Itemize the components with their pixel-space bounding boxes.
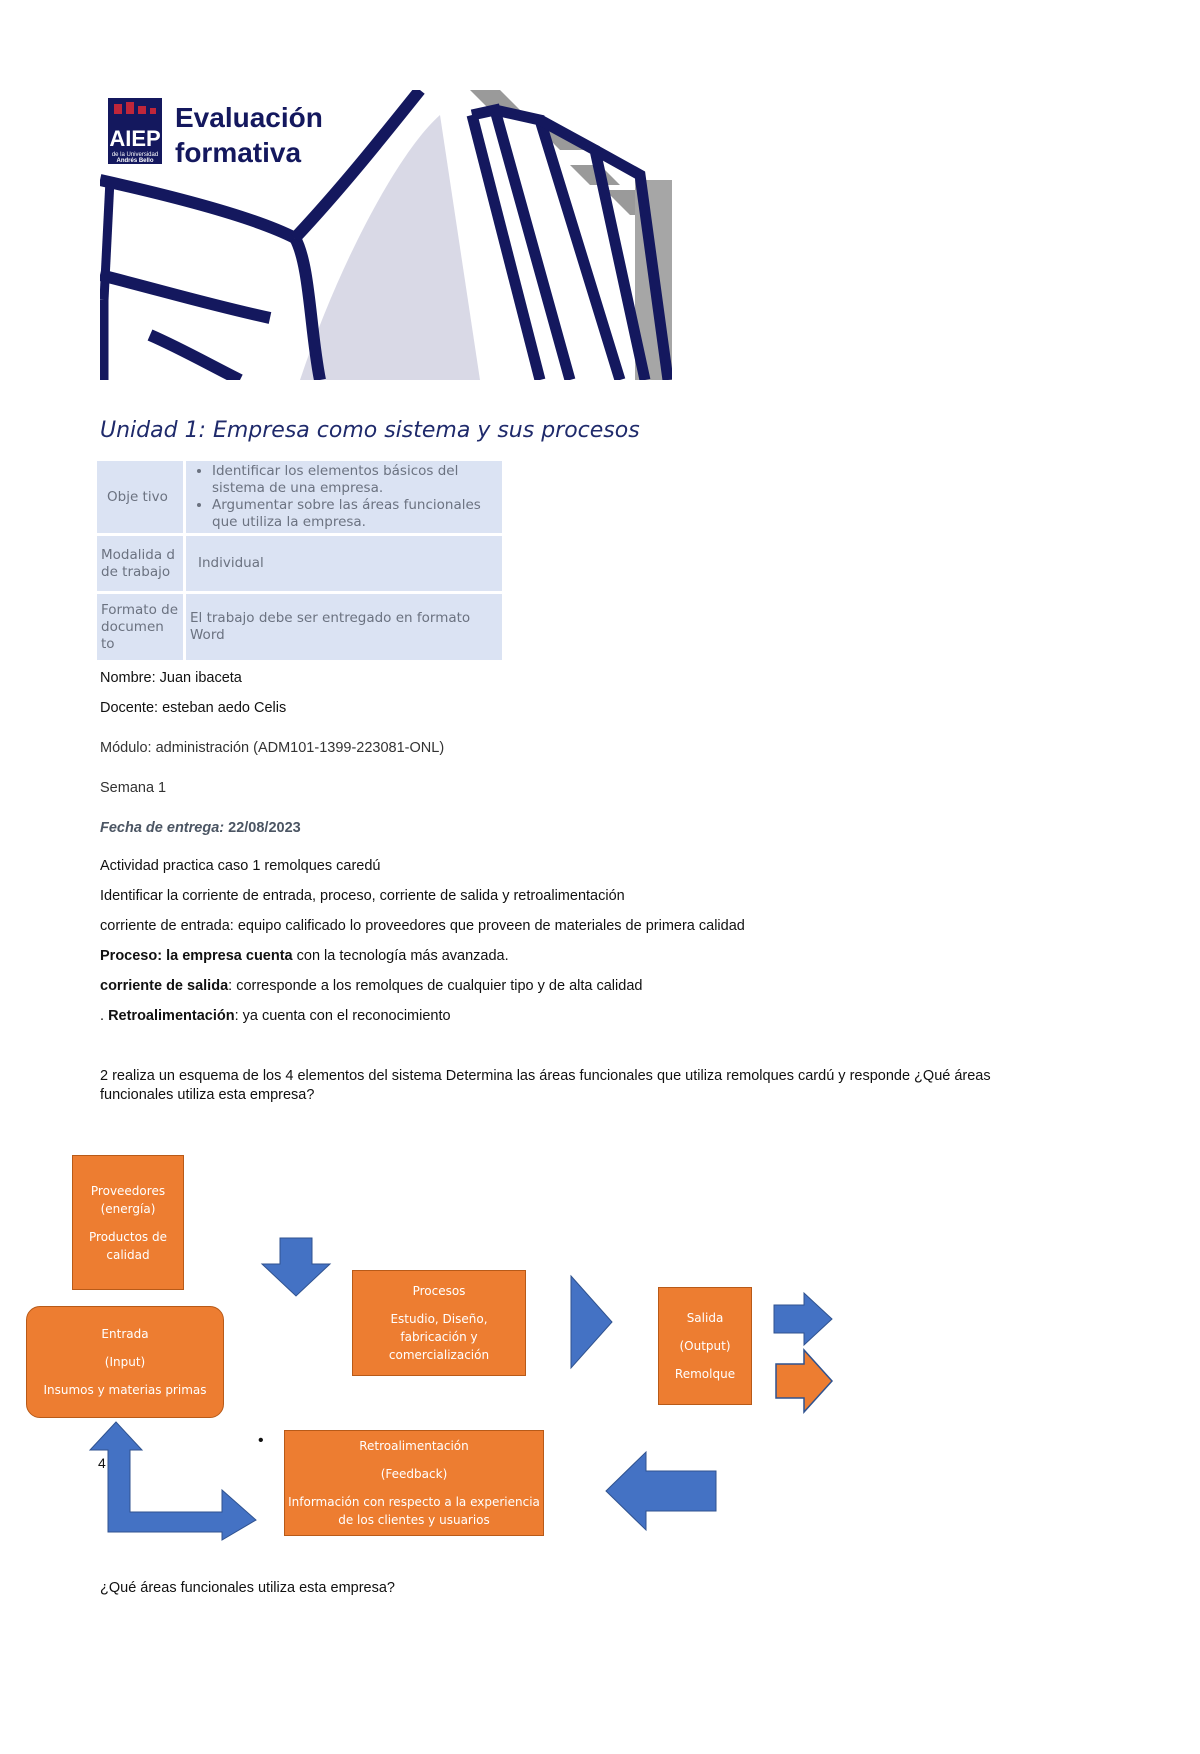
table-row xyxy=(97,536,502,591)
process-line4: comercialización xyxy=(388,1348,490,1362)
table-row xyxy=(97,594,502,660)
logo-text: AIEP xyxy=(109,126,161,151)
triangle-right-icon xyxy=(570,1275,614,1369)
feedback-box xyxy=(284,1430,544,1536)
process-box xyxy=(352,1270,526,1376)
stray-bullet: • xyxy=(258,1432,264,1449)
process-line1: Procesos xyxy=(412,1284,466,1298)
input-line1: Entrada xyxy=(101,1327,149,1341)
due-date xyxy=(100,820,301,836)
activity-line: Actividad practica caso 1 remolques caredú xyxy=(100,858,381,874)
feedback-line xyxy=(100,1008,451,1024)
objective-label: Obje tivo xyxy=(97,461,183,533)
student-name: Nombre: Juan ibaceta xyxy=(100,670,242,686)
feedback-bold: Retroalimentación xyxy=(108,1008,235,1024)
due-label: Fecha de entrega: xyxy=(100,820,225,836)
modality-label: Modalida d de trabajo xyxy=(97,536,183,591)
banner-title-1: Evaluación xyxy=(175,102,323,133)
arrow-down-icon xyxy=(262,1238,332,1298)
table-row xyxy=(97,461,502,533)
feedback-rest: : ya cuenta con el reconocimiento xyxy=(234,1008,451,1024)
arrow-left-icon xyxy=(606,1452,718,1530)
arrow-right-orange-icon xyxy=(776,1350,834,1412)
week-line: Semana 1 xyxy=(100,780,167,796)
modality-value: Individual xyxy=(186,536,502,591)
process-line2: Estudio, Diseño, xyxy=(390,1312,488,1326)
input-line3: Insumos y materias primas xyxy=(43,1383,207,1397)
feedback-line4: de los clientes y usuarios xyxy=(338,1513,490,1527)
output-bold: corriente de salida xyxy=(100,978,229,994)
stray-number: 4 xyxy=(98,1455,106,1471)
output-box xyxy=(658,1287,752,1405)
logo-sub1: de la Universidad xyxy=(111,152,159,158)
header-banner xyxy=(100,90,672,380)
arrow-right-blue-icon xyxy=(774,1293,834,1345)
feedback-prefix: . xyxy=(100,1008,109,1024)
suppliers-line1: Proveedores xyxy=(90,1183,166,1198)
arrow-loop-icon xyxy=(90,1420,260,1540)
output-line1: Salida xyxy=(686,1311,724,1325)
banner-title-2: formativa xyxy=(175,137,302,168)
output-line3: Remolque xyxy=(674,1367,736,1381)
due-value: 22/08/2023 xyxy=(228,820,301,836)
process-line xyxy=(100,948,509,964)
teacher-name: Docente: esteban aedo Celis xyxy=(100,700,287,716)
feedback-line1: Retroalimentación xyxy=(359,1439,469,1453)
output-rest: : corresponde a los remolques de cualquier tipo y de alta calidad xyxy=(228,978,643,994)
input-line2: (Input) xyxy=(104,1355,146,1369)
feedback-line2: (Feedback) xyxy=(380,1467,448,1481)
question2-line1: 2 realiza un esquema de los 4 elementos del sistema Determina las áreas funcionales que utiliza remolques cardú y responde ¿Qué áreas xyxy=(100,1068,991,1084)
input-box xyxy=(26,1306,224,1418)
feedback-line3: Información con respecto a la experiencia xyxy=(288,1495,540,1509)
question2-line2: funcionales utiliza esta empresa? xyxy=(100,1087,315,1103)
objective-item: • Argumentar sobre las áreas funcionales que utiliza la empresa. xyxy=(212,497,498,531)
process-bold: Proceso: la empresa cuenta xyxy=(100,948,293,964)
identify-line: Identificar la corriente de entrada, proceso, corriente de salida y retroalimentación xyxy=(100,888,625,904)
module-line: Módulo: administración (ADM101-1399-223081-ONL) xyxy=(100,740,445,756)
objective-value xyxy=(186,461,502,533)
unit-title: Unidad 1: Empresa como sistema y sus procesos xyxy=(100,418,640,443)
format-label: Formato de documen to xyxy=(97,594,183,660)
output-line xyxy=(100,978,642,994)
suppliers-line3: Productos de xyxy=(89,1229,167,1244)
suppliers-line4: calidad xyxy=(106,1247,150,1262)
suppliers-line2: (energía) xyxy=(100,1201,156,1216)
process-line3: fabricación y xyxy=(400,1330,478,1344)
objective-item: • Identificar los elementos básicos del sistema de una empresa. xyxy=(212,463,498,497)
logo-sub2: Andrés Bello xyxy=(116,158,154,164)
info-table xyxy=(94,458,505,663)
output-line2: (Output) xyxy=(679,1339,731,1353)
format-value: El trabajo debe ser entregado en formato Word xyxy=(186,594,502,660)
process-rest: con la tecnología más avanzada. xyxy=(292,948,509,964)
banner-graphic xyxy=(100,90,672,380)
final-question: ¿Qué áreas funcionales utiliza esta empresa? xyxy=(100,1580,395,1596)
input-line: corriente de entrada: equipo calificado lo proveedores que proveen de materiales de primera calidad xyxy=(100,918,745,934)
suppliers-box xyxy=(72,1155,184,1290)
